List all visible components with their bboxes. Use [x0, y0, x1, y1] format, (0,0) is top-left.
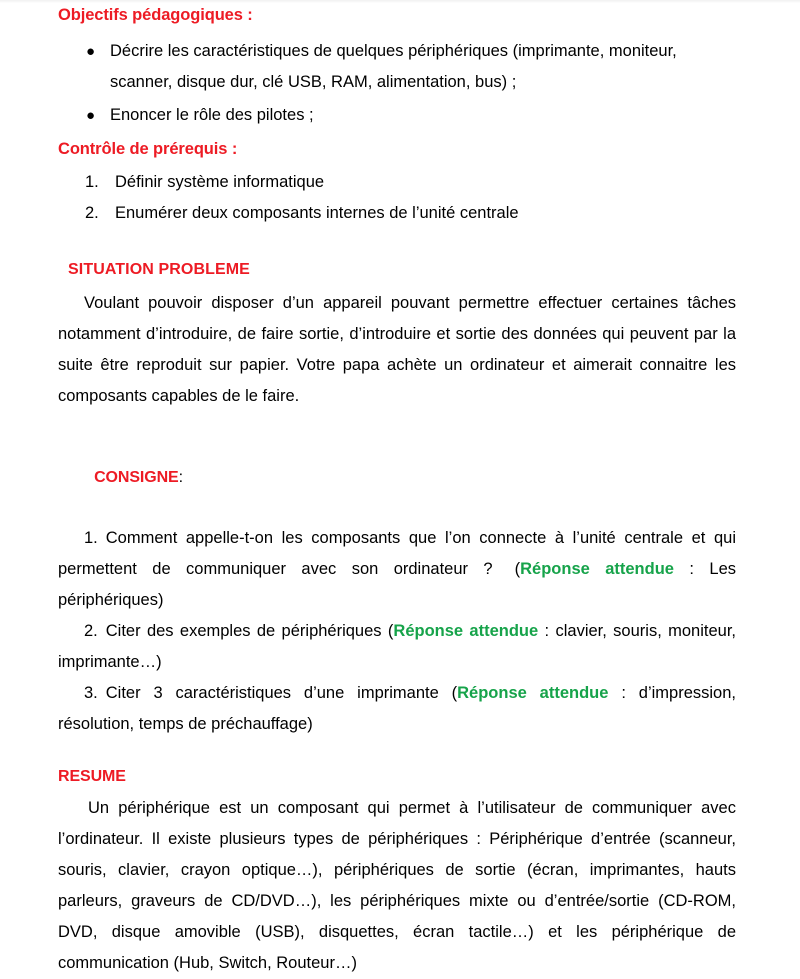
- list-item-text: Enoncer le rôle des pilotes ;: [110, 106, 314, 124]
- list-item-question: Comment appelle-t-on les composants que l’on connecte à l’unité centrale et qui permettent de communiquer avec son ordinateur ?: [58, 529, 736, 578]
- heading-situation-probleme: SITUATION PROBLEME: [68, 261, 250, 278]
- answer-text: clavier, souris, moniteur, imprimante…): [58, 622, 736, 671]
- answer-label: Réponse attendue: [520, 560, 674, 578]
- answer-separator: :: [608, 684, 639, 702]
- list-item-number: 2.: [85, 204, 99, 222]
- bullet-icon: ●: [86, 107, 96, 124]
- heading-consigne: [68, 434, 800, 521]
- consigne-list: [0, 523, 800, 740]
- list-item-number: 1.: [85, 173, 99, 191]
- list-item-question: Citer 3 caractéristiques d’une imprimante: [105, 684, 439, 702]
- resume-paragraph: Un périphérique est un composant qui permet à l’utilisateur de communiquer avec l’ordinateur. Il existe plusieurs types de périphériques : Périphérique d’entrée (scanneur, souris, clavier, crayon optique…), périphériques de sortie (écran, imprimantes, hauts parleurs, graveurs de CD/DVD…), les périphériques mixte ou d’entrée/sortie (CD-ROM, DVD, disque amovible (USB), disquettes, écran tactile…) et les périphérique de communication (Hub, Switch, Routeur…): [58, 799, 736, 972]
- list-item-text: Décrire les caractéristiques de quelques périphériques (imprimante, moniteur, scanner, disque dur, clé USB, RAM, alimentation, bus) ;: [110, 42, 677, 91]
- list-item-question: Citer des exemples de périphériques: [105, 622, 382, 640]
- heading-objectifs-pedagogiques: Objectifs pédagogiques :: [58, 6, 253, 24]
- answer-text: Les périphériques): [58, 560, 736, 609]
- heading-consigne-separator: :: [178, 469, 183, 486]
- list-item-text: Définir système informatique: [115, 173, 325, 191]
- controle-numbered-list: [0, 167, 800, 229]
- answer-open-paren: (: [451, 684, 458, 702]
- bullet-icon: ●: [86, 43, 96, 60]
- list-item: [85, 198, 800, 229]
- list-item: [58, 678, 736, 740]
- list-item: [58, 616, 736, 678]
- answer-separator: :: [538, 622, 556, 640]
- list-item: [86, 36, 735, 98]
- list-item: [86, 100, 735, 131]
- list-item-number: 2.: [84, 622, 98, 640]
- answer-label: Réponse attendue: [457, 684, 609, 702]
- objectifs-bullet-list: [0, 36, 800, 131]
- answer-open-paren: (: [387, 622, 394, 640]
- list-item: [58, 523, 736, 616]
- heading-controle-prerequis: Contrôle de prérequis :: [58, 140, 238, 158]
- answer-separator: :: [673, 560, 710, 578]
- heading-consigne-label: CONSIGNE: [94, 469, 179, 486]
- answer-open-paren: (: [514, 560, 521, 578]
- list-item-text: Enumérer deux composants internes de l’unité centrale: [115, 204, 519, 222]
- answer-text: d’impression, résolution, temps de préchauffage): [58, 684, 736, 733]
- answer-label: Réponse attendue: [393, 622, 539, 640]
- heading-resume: RESUME: [58, 768, 126, 785]
- situation-paragraph: Voulant pouvoir disposer d’un appareil pouvant permettre effectuer certaines tâches notamment d’introduire, de faire sortie, d’introduire et sortie des données qui peuvent par la suite être reproduit sur papier. Votre papa achète un ordinateur et aimerait connaitre les composants capables de le faire.: [58, 294, 736, 405]
- list-item: [85, 167, 800, 198]
- list-item-number: 1.: [84, 529, 98, 547]
- list-item-number: 3.: [84, 684, 98, 702]
